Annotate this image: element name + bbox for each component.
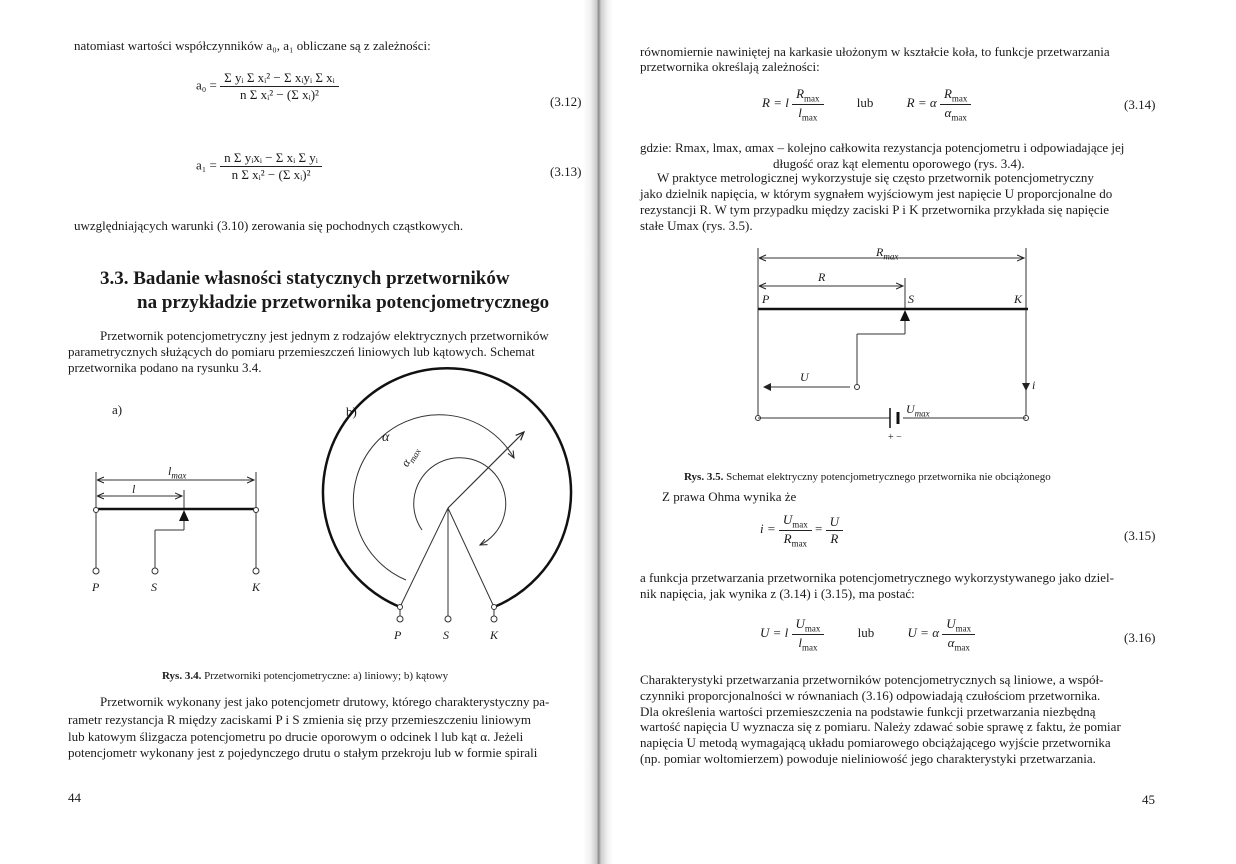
- right-top-line-1: równomiernie nawiniętej na karkasie ułożonym w kształcie koła, to funkcje przetwarzania: [640, 44, 1110, 59]
- section-heading-line-2: na przykładzie przetwornika potencjometrycznego: [137, 292, 550, 313]
- para2-line-2: rametr rezystancja R między zaciskami P i S zmienia się przy przemieszczeniu liniowym: [68, 712, 532, 727]
- equation-3-16: U = l $\frac{U_{max}}{l_{max}}$ lub U = α $\frac{U_{max}}{\alpha_{max}}$: [760, 616, 975, 652]
- label-s-angular: S: [443, 628, 449, 642]
- angular-potentiometer-diagram: [323, 368, 571, 622]
- eq-number-3-12: (3.12): [550, 94, 582, 109]
- terminal-p-icon: [397, 616, 403, 622]
- u-label: U: [800, 370, 809, 384]
- equation-3-15: i = $\frac{U_{max}}{R_{max}}$ = $\frac{U}{R}$: [760, 512, 843, 548]
- umax-label: $U_{max}$: [906, 402, 930, 419]
- terminal-k-icon: [491, 616, 497, 622]
- final-para-line-2: czynniki proporcjonalności w równaniach (3.16) odpowiadają czułościom przetwornika.: [640, 688, 1101, 703]
- eq-number-3-16: (3.16): [1124, 630, 1156, 645]
- page-number-right: 45: [1142, 792, 1155, 807]
- label-k-angular: K: [490, 628, 499, 642]
- page-number-left: 44: [68, 790, 81, 805]
- eq-lhs: a₀ =: [196, 77, 217, 93]
- para1-line-3: przetwornika podano na rysunku 3.4.: [68, 360, 262, 375]
- terminal-p-icon: [93, 568, 99, 574]
- intro-line: natomiast wartości współczynników a₀, a₁ obliczane są z zależności:: [74, 38, 431, 53]
- label-k: K: [1014, 292, 1023, 306]
- label-s-linear: S: [151, 580, 157, 594]
- i-label: i: [1032, 378, 1036, 392]
- label-k-linear: K: [252, 580, 261, 594]
- gdzie-line-2: długość oraz kąt elementu oporowego (rys. 3.4).: [773, 156, 1025, 171]
- eq-number-3-13: (3.13): [550, 164, 582, 179]
- figure-label-b: b): [346, 404, 357, 419]
- eq-numerator: Σ yᵢ Σ xᵢ² − Σ xᵢyᵢ Σ xᵢ: [220, 70, 339, 87]
- gdzie-line-1: gdzie: Rmax, lmax, αmax – kolejno całkowita rezystancja potencjometru i odpowiadające jej: [640, 140, 1125, 155]
- eq-numerator: n Σ yᵢxᵢ − Σ xᵢ Σ yᵢ: [220, 150, 322, 167]
- eq-lhs: a₁ =: [196, 157, 217, 173]
- figure-3-5-caption: Rys. 3.5. Schemat elektryczny potencjometrycznego przetwornika nie obciążonego: [684, 471, 1051, 483]
- wiper-arrow: [448, 432, 524, 508]
- terminal-s-icon: [152, 568, 158, 574]
- label-p-linear: P: [92, 580, 100, 594]
- terminal-k-icon: [253, 568, 259, 574]
- eq-number-3-14: (3.14): [1124, 97, 1156, 112]
- lmax-label: $l_{max}$: [168, 464, 187, 481]
- alpha-max-label: $\alpha_{max}$: [398, 446, 423, 469]
- right-top-line-2: przetwornika określają zależności:: [640, 59, 820, 74]
- section-heading-line-1: 3.3. Badanie własności statycznych przetworników: [100, 268, 510, 289]
- r-label: R: [818, 270, 826, 284]
- para2-line-4: potencjometr wykonany jest z pojedynczego drutu o stałym przekroju lub w formie spirali: [68, 745, 538, 760]
- label-s: S: [908, 292, 914, 306]
- right-para-line-2: jako dzielnik napięcia, w którym sygnałem wyjściowym jest napięcie U proporcjonalne do: [640, 186, 1113, 201]
- final-para-line-5: napięcia U metodą wymagającą układu pomiarowego obciążającego wyjście przetwornika: [640, 735, 1111, 750]
- para2-line-1: Przetwornik wykonany jest jako potencjometr drutowy, którego charakterystyczny pa-: [100, 694, 550, 709]
- eq-denominator: n Σ xᵢ² − (Σ xᵢ)²: [240, 87, 319, 102]
- battery-polarity: + −: [888, 432, 902, 443]
- circular-resistive-wire: [323, 368, 571, 607]
- figure-label-a: a): [112, 402, 123, 417]
- para2-line-3: lub katowym ślizgacza potencjometru po drucie oporowym o odcinek l lub kąt α. Jeżeli: [68, 729, 524, 744]
- final-para-line-3: Dla określenia wartości przemieszczenia na podstawie funkcji przetwarzania niezbędną: [640, 704, 1096, 719]
- final-para-line-6: (np. pomiar woltomierzem) powoduje nieliniowość jego charakterystyki przetwarzania.: [640, 751, 1096, 766]
- para1-line-1: Przetwornik potencjometryczny jest jednym z rodzajów elektrycznych przetworników: [100, 328, 549, 343]
- label-p: P: [762, 292, 770, 306]
- eq-denominator: n Σ xᵢ² − (Σ xᵢ)²: [231, 167, 311, 182]
- ohm-line: Z prawa Ohma wynika że: [662, 489, 797, 504]
- rmax-label: $R_{max}$: [876, 245, 899, 262]
- figure-3-4-caption: Rys. 3.4. Przetworniki potencjometryczne: a) liniowy; b) kątowy: [162, 670, 449, 682]
- after-315-line-2: nik napięcia, jak wynika z (3.14) i (3.15), ma postać:: [640, 586, 915, 601]
- right-para-line-4: stałe Umax (rys. 3.5).: [640, 218, 753, 233]
- figure-3-4: [0, 0, 600, 660]
- right-para-line-3: rezystancji R. W tym przypadku między zaciski P i K przetwornika przykłada się napięcie: [640, 202, 1110, 217]
- final-para-line-4: wartość napięcia U wyznacza się z pomiaru. Należy zdawać sobie sprawę z faktu, że pomiar: [640, 719, 1121, 734]
- alpha-label: α: [382, 430, 390, 445]
- after-315-line-1: a funkcja przetwarzania przetwornika potencjometrycznego wykorzystywanego jako dziel-: [640, 570, 1114, 585]
- linear-potentiometer-diagram: [93, 472, 259, 574]
- equation-3-14: R = l $\frac{R_{max}}{l_{max}}$ lub R = α $\frac{R_{max}}{\alpha_{max}}$: [762, 86, 971, 122]
- right-para-line-1: W praktyce metrologicznej wykorzystuje się często przetwornik potencjometryczny: [657, 170, 1094, 185]
- after-equation-text: uwzględniających warunki (3.10) zerowania się pochodnych cząstkowych.: [74, 218, 464, 233]
- figure-3-5: [700, 240, 1080, 450]
- para1-line-2: parametrycznych służących do pomiaru przemieszczeń liniowych lub kątowych. Schemat: [68, 344, 535, 359]
- terminal-s-icon: [445, 616, 451, 622]
- eq-number-3-15: (3.15): [1124, 528, 1156, 543]
- label-p-angular: P: [394, 628, 402, 642]
- final-para-line-1: Charakterystyki przetwarzania przetworników potencjometrycznych są liniowe, a współ-: [640, 672, 1104, 687]
- l-label: l: [132, 482, 136, 496]
